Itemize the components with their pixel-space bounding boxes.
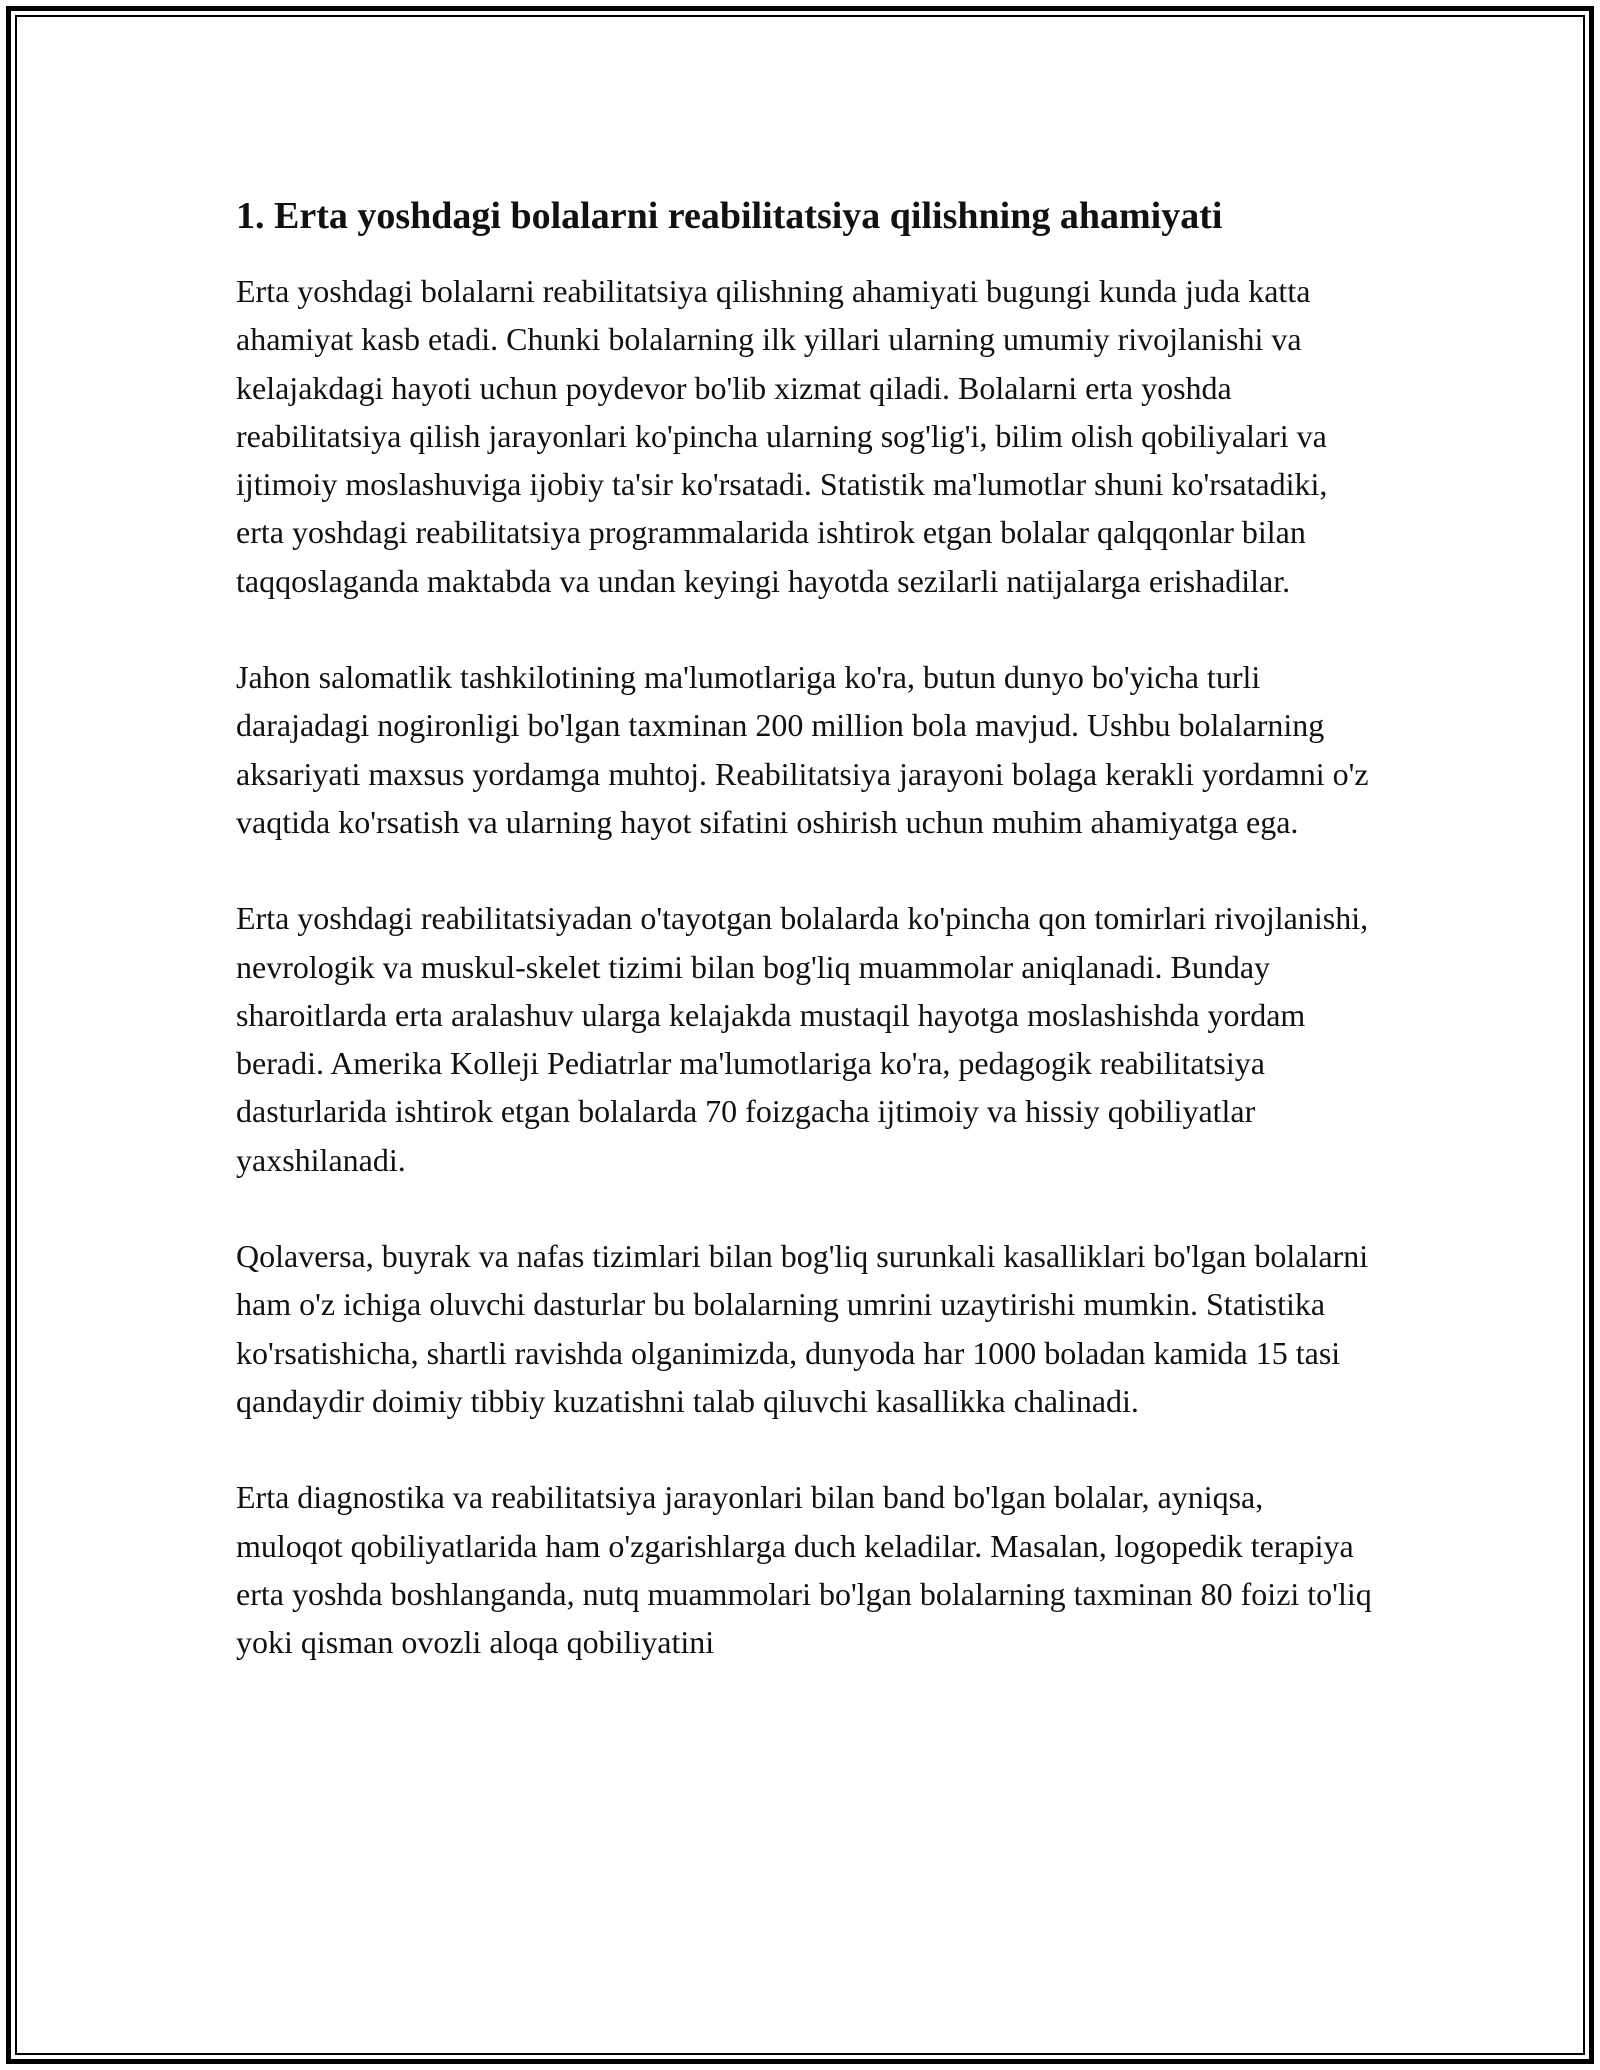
paragraph-importance: Erta yoshdagi bolalarni reabilitatsiya qilishning ahamiyati bugungi kunda juda katta ahamiyat kasb etadi. Chunki bolalarning ilk yillari ularning umumiy rivojlanishi va kelajakdagi hayoti uchun poydevor bo'lib xizmat qiladi. Bolalarni erta yoshda reabilitatsiya qilish jarayonlari ko'pincha ularning sog'lig'i, bilim olish qobiliyalari va ijtimoiy moslashuviga ijobiy ta'sir ko'rsatadi. Statistik ma'lumotlar shuni ko'rsatadiki, erta yoshdagi reabilitatsiya programmalarida ishtirok etgan bolalar qalqqonlar bilan taqqoslaganda maktabda va undan keyingi hayotda sezilarli natijalarga erishadilar. (236, 273, 1328, 599)
paragraph-who-statistics: Jahon salomatlik tashkilotining ma'lumotlariga ko'ra, butun dunyo bo'yicha turli darajadagi nogironligi bo'lgan taxminan 200 million bola mavjud. Ushbu bolalarning aksariyati maxsus yordamga muhtoj. Reabilitatsiya jarayoni bolaga kerakli yordamni o'z vaqtida ko'rsatish va ularning hayot sifatini oshirish uchun muhim ahamiyatga ega. (236, 659, 1369, 840)
paragraph-chronic-diseases: Qolaversa, buyrak va nafas tizimlari bilan bog'liq surunkali kasalliklari bo'lgan bolalarni ham o'z ichiga oluvchi dasturlar bu bolalarning umrini uzaytirishi mumkin. Statistika ko'rsatishicha, shartli ravishda olganimizda, dunyoda har 1000 boladan kamida 15 tasi qandaydir doimiy tibbiy kuzatishni talab qiluvchi kasallikka chalinadi. (236, 1238, 1369, 1419)
paragraph-communication: Erta diagnostika va reabilitatsiya jarayonlari bilan band bo'lgan bolalar, ayniqsa, muloqot qobiliyatlarida ham o'zgarishlarga duch keladilar. Masalan, logopedik terapiya erta yoshda boshlanganda, nutq muammolari bo'lgan bolalarning taxminan 80 foizi to'liq yoki qisman ovozli aloqa qobiliyatini (236, 1479, 1372, 1661)
paragraph-early-intervention: Erta yoshdagi reabilitatsiyadan o'tayotgan bolalarda ko'pincha qon tomirlari rivojlanishi, nevrologik va muskul-skelet tizimi bilan bog'liq muammolar aniqlanadi. Bunday sharoitlarda erta aralashuv ularga kelajakda mustaqil hayotga moslashishda yordam beradi. Amerika Kolleji Pediatrlar ma'lumotlariga ko'ra, pedagogik reabilitatsiya dasturlarida ishtirok etgan bolalarda 70 foizgacha ijtimoiy va hissiy qobiliyatlar yaxshilanadi. (236, 900, 1369, 1178)
document-body (236, 188, 1376, 1666)
section-heading: 1. Erta yoshdagi bolalarni reabilitatsiya qilishning ahamiyati (236, 195, 1223, 237)
